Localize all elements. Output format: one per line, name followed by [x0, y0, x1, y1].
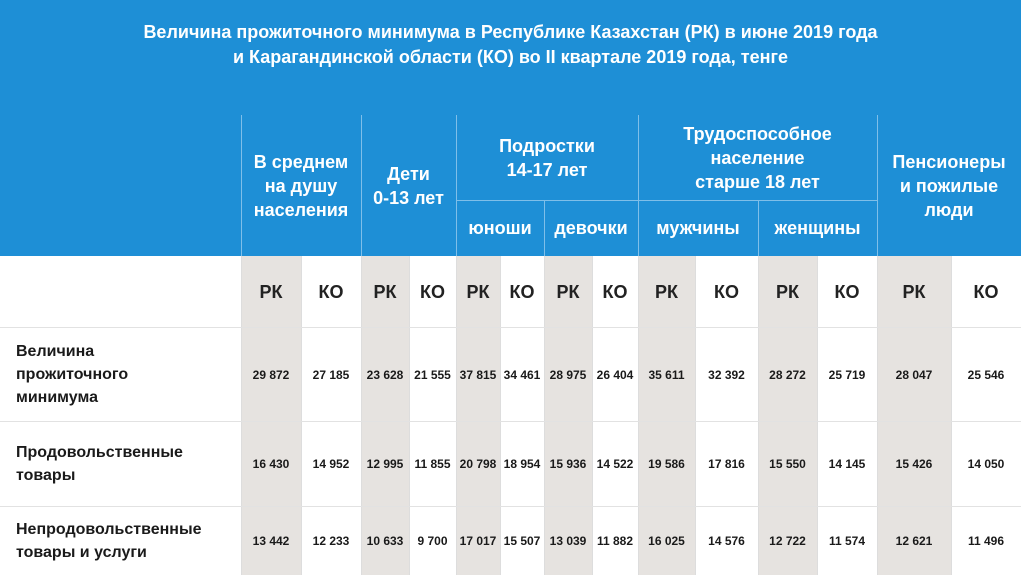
- table-header: [0, 0, 1021, 256]
- row-label-non-food: [16, 507, 240, 575]
- table-cell: 11 574: [828, 534, 866, 548]
- group-label-line: Пенсионеры: [892, 151, 1006, 172]
- table-cell: 18 954: [503, 457, 541, 471]
- group-label-line: люди: [924, 199, 974, 220]
- column-label: РК: [902, 281, 926, 302]
- table-cell: 32 392: [708, 367, 745, 382]
- group-label-line: 0-13 лет: [373, 187, 444, 208]
- table-cell: 14 050: [967, 457, 1005, 471]
- group-teens: [456, 115, 638, 200]
- column-label: КО: [602, 281, 628, 302]
- row-label-line: товары и услуги: [16, 544, 147, 561]
- group-label-line: население: [710, 147, 805, 168]
- column-label: РК: [776, 281, 799, 302]
- row-label-food: [16, 422, 240, 506]
- table-cell: 12 995: [366, 457, 404, 471]
- table-cell: 14 522: [596, 457, 634, 471]
- table-cell: 26 404: [596, 367, 634, 382]
- row-label-line: прожиточного: [16, 366, 129, 383]
- column-label: КО: [973, 281, 999, 302]
- table-cell: 20 798: [459, 457, 497, 471]
- group-label-line: Трудоспособное: [683, 123, 832, 144]
- subgroup-women: женщины: [774, 217, 861, 238]
- table-cell: 37 815: [459, 367, 497, 382]
- table-cell: 15 550: [769, 457, 806, 471]
- subgroup-men: мужчины: [656, 217, 740, 238]
- table-cell: 19 586: [648, 457, 685, 471]
- group-label-line: на душу: [264, 175, 338, 196]
- column-label: РК: [373, 281, 397, 302]
- column-label: КО: [318, 281, 344, 302]
- table-cell: 12 233: [312, 534, 350, 548]
- table-cell: 29 872: [252, 367, 290, 382]
- table-cell: 25 546: [967, 367, 1005, 382]
- column-label: РК: [466, 281, 490, 302]
- column-label: КО: [509, 281, 535, 302]
- row-label-line: Продовольственные: [16, 444, 183, 461]
- group-pensioners: [877, 115, 1021, 256]
- table-cell: 14 576: [708, 534, 745, 548]
- table-cell: 16 025: [648, 534, 685, 548]
- table-cell: 28 975: [549, 367, 587, 382]
- row-label-line: Непродовольственные: [16, 521, 202, 538]
- group-children: [361, 115, 456, 256]
- table-cell: 34 461: [503, 367, 541, 382]
- column-label: КО: [834, 281, 860, 302]
- table-cell: 12 621: [895, 534, 933, 548]
- row-label-line: товары: [16, 467, 76, 484]
- table-cell: 15 426: [895, 457, 933, 471]
- table-cell: 11 882: [596, 534, 634, 548]
- group-label-line: населения: [253, 199, 349, 220]
- subgroup-boys: юноши: [468, 217, 532, 238]
- table-cell: 9 700: [417, 534, 448, 548]
- group-label-line: В среднем: [253, 151, 349, 172]
- table-cell: 28 272: [769, 367, 806, 382]
- column-label: РК: [655, 281, 678, 302]
- table-title: [0, 20, 1021, 70]
- table-cell: 27 185: [312, 367, 350, 382]
- group-label-line: и пожилые: [899, 175, 999, 196]
- subgroup-girls: девочки: [554, 217, 628, 238]
- table-cell: 17 017: [459, 534, 497, 548]
- column-label: РК: [259, 281, 283, 302]
- table-cell: 17 816: [708, 457, 745, 471]
- group-label-line: 14-17 лет: [506, 159, 588, 180]
- table-cell: 14 145: [828, 457, 866, 471]
- column-label: РК: [556, 281, 580, 302]
- table-cell: 12 722: [769, 534, 806, 548]
- group-label-line: Подростки: [499, 135, 595, 156]
- table-cell: 25 719: [828, 367, 866, 382]
- table-cell: 11 496: [967, 534, 1005, 548]
- table-cell: 15 507: [503, 534, 541, 548]
- group-working-age: [638, 115, 877, 200]
- row-label-line: минимума: [16, 389, 99, 406]
- table-cell: 35 611: [648, 367, 685, 382]
- column-label: КО: [714, 281, 739, 302]
- row-label-line: Величина: [16, 343, 95, 360]
- group-average-per-capita: [241, 115, 361, 256]
- table-cell: 21 555: [414, 367, 451, 382]
- table-cell: 13 039: [549, 534, 587, 548]
- table-cell: 11 855: [414, 457, 451, 471]
- column-label: КО: [420, 281, 445, 302]
- table-cell: 28 047: [895, 367, 933, 382]
- title-line-1: Величина прожиточного минимума в Республике Казахстан (РК) в июне 2019 года: [143, 22, 878, 42]
- table-cell: 10 633: [366, 534, 404, 548]
- group-label-line: Дети: [387, 163, 430, 184]
- table-cell: 15 936: [549, 457, 587, 471]
- table-cell: 23 628: [366, 367, 404, 382]
- table-cell: 16 430: [252, 457, 290, 471]
- row-label-subsistence-minimum: [16, 328, 240, 421]
- table-cell: 13 442: [252, 534, 290, 548]
- title-line-2: и Карагандинской области (КО) во II квартале 2019 года, тенге: [232, 47, 789, 67]
- group-label-line: старше 18 лет: [695, 171, 820, 192]
- table-cell: 14 952: [312, 457, 350, 471]
